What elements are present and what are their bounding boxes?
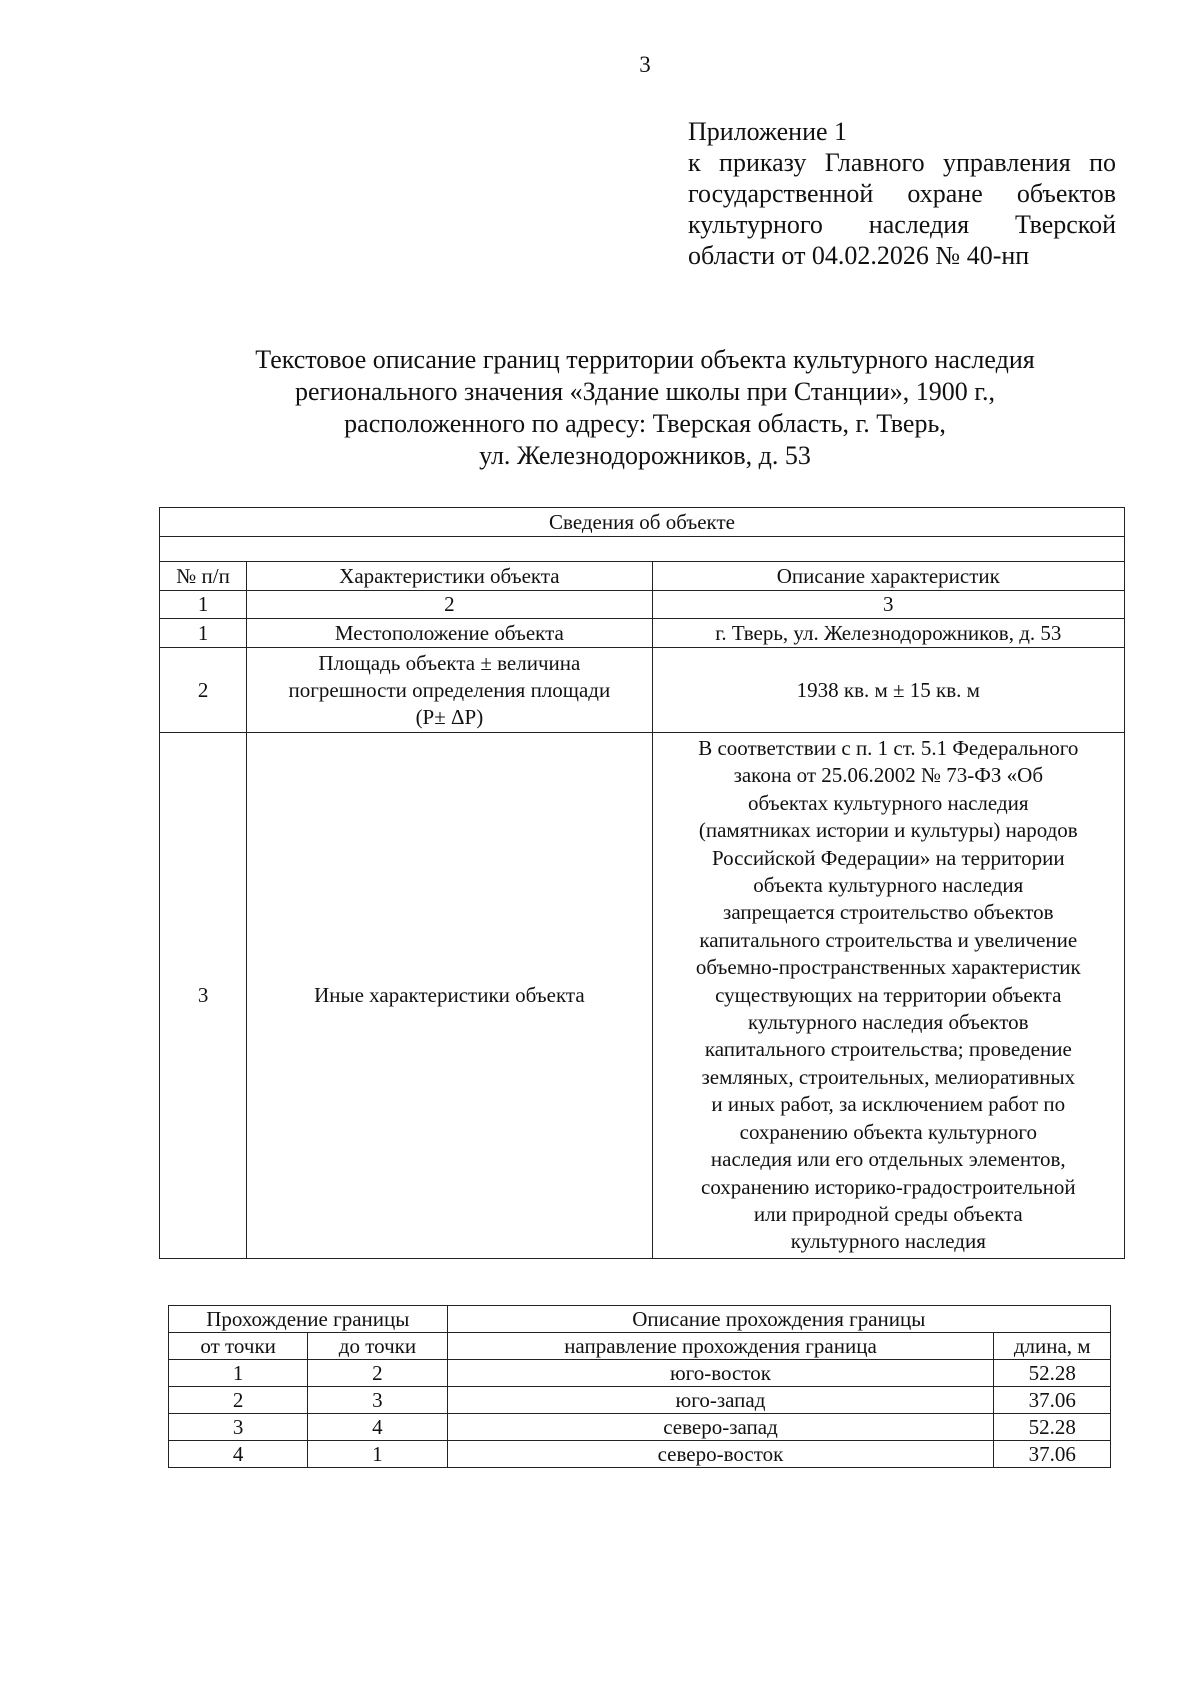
boundary-length: 37.06 — [994, 1441, 1111, 1468]
table-caption: Сведения об объекте — [160, 508, 1125, 537]
title-line: ул. Железнодорожников, д. 53 — [479, 441, 811, 470]
table-caption-row — [160, 508, 1125, 537]
row-description: г. Тверь, ул. Железнодорожников, д. 53 — [652, 619, 1124, 648]
description-line: и иных работ, за исключением работ по — [711, 1092, 1066, 1117]
boundary-sub-header: направление прохождения граница — [447, 1333, 994, 1360]
row-number: 1 — [160, 619, 247, 648]
table-row — [169, 1387, 1111, 1414]
page-number: 3 — [639, 52, 651, 77]
boundary-to: 4 — [308, 1414, 447, 1441]
boundary-sub-header-row — [169, 1333, 1111, 1360]
table-row — [169, 1360, 1111, 1387]
boundary-from: 3 — [169, 1414, 308, 1441]
characteristic-line: (Р± ΔР) — [415, 704, 484, 729]
description-line: культурного наследия — [790, 1229, 986, 1254]
boundary-to: 1 — [308, 1441, 447, 1468]
table-row — [160, 733, 1125, 1259]
boundary-direction: юго-восток — [447, 1360, 994, 1387]
boundary-sub-header: до точки — [308, 1333, 447, 1360]
document-title — [150, 344, 1140, 472]
boundary-direction: северо-запад — [447, 1414, 994, 1441]
object-info-table — [159, 507, 1125, 1259]
boundary-from: 1 — [169, 1360, 308, 1387]
description-line: сохранению историко-градостроительной — [701, 1174, 1076, 1199]
table-row — [160, 619, 1125, 648]
description-line: земляных, строительных, мелиоративных — [701, 1064, 1076, 1089]
header-description: Описание характеристик — [652, 562, 1124, 591]
boundary-to: 3 — [308, 1387, 447, 1414]
boundary-group-header-row — [169, 1306, 1111, 1333]
row-number: 3 — [160, 733, 247, 1259]
description-line: закона от 25.06.2002 № 73-ФЗ «Об — [733, 763, 1044, 788]
title-line: расположенного по адресу: Тверская область, г. Тверь, — [344, 409, 946, 438]
description-line: объекта культурного наследия — [753, 873, 1024, 898]
header-characteristic: Характеристики объекта — [247, 562, 652, 591]
row-description: 1938 кв. м ± 15 кв. м — [652, 648, 1124, 733]
boundary-to: 2 — [308, 1360, 447, 1387]
boundary-sub-header: от точки — [169, 1333, 308, 1360]
appendix-title: Приложение 1 — [688, 117, 848, 146]
boundary-direction: северо-восток — [447, 1441, 994, 1468]
boundary-group-header: Прохождение границы — [169, 1306, 448, 1333]
boundary-length: 52.28 — [994, 1414, 1111, 1441]
boundary-sub-header: длина, м — [994, 1333, 1111, 1360]
description-line: Российской Федерации» на территории — [712, 845, 1065, 870]
boundary-from: 2 — [169, 1387, 308, 1414]
appendix-block — [688, 116, 1116, 271]
description-line: капитального строительства; проведение — [704, 1037, 1072, 1062]
description-line: В соответствии с п. 1 ст. 5.1 Федерального — [698, 736, 1079, 760]
header-number: № п/п — [160, 562, 247, 591]
boundary-direction: юго-запад — [447, 1387, 994, 1414]
boundary-length: 37.06 — [994, 1387, 1111, 1414]
boundary-length: 52.28 — [994, 1360, 1111, 1387]
description-line: объемно-пространственных характеристик — [695, 955, 1081, 980]
table-row — [169, 1441, 1111, 1468]
row-characteristic — [247, 648, 652, 733]
column-number: 1 — [160, 591, 247, 619]
description-line: (памятниках истории и культуры) народов — [698, 818, 1078, 843]
table-column-numbers-row — [160, 591, 1125, 619]
description-line: культурного наследия объектов — [748, 1010, 1029, 1035]
description-line: сохранению объекта культурного — [739, 1119, 1037, 1144]
appendix-line: области от 04.02.2026 № 40-нп — [688, 241, 1030, 270]
boundary-group-header: Описание прохождения границы — [447, 1306, 1110, 1333]
boundary-table — [168, 1305, 1111, 1468]
description-line: существующих на территории объекта — [715, 982, 1062, 1007]
characteristic-line: Площадь объекта ± величина — [318, 650, 581, 675]
appendix-line: культурного наследия Тверской — [688, 210, 1116, 239]
table-row — [169, 1414, 1111, 1441]
description-line: или природной среды объекта — [753, 1201, 1023, 1226]
row-characteristic: Иные характеристики объекта — [247, 733, 652, 1259]
description-line: капитального строительства и увеличение — [699, 927, 1078, 952]
description-line: наследия или его отдельных элементов, — [710, 1147, 1066, 1172]
table-spacer-row — [160, 537, 1125, 562]
description-line: объектах культурного наследия — [748, 790, 1029, 815]
table-row — [160, 648, 1125, 733]
column-number: 3 — [652, 591, 1124, 619]
row-number: 2 — [160, 648, 247, 733]
title-line: Текстовое описание границ территории объекта культурного наследия — [255, 345, 1035, 374]
appendix-line: к приказу Главного управления по — [688, 148, 1116, 177]
boundary-from: 4 — [169, 1441, 308, 1468]
table-spacer — [160, 537, 1125, 562]
characteristic-line: погрешности определения площади — [288, 677, 611, 702]
title-line: регионального значения «Здание школы при Станции», 1900 г., — [294, 377, 996, 406]
appendix-line: государственной охране объектов — [688, 179, 1116, 208]
row-description — [652, 733, 1124, 1259]
table-header-row — [160, 562, 1125, 591]
row-characteristic: Местоположение объекта — [247, 619, 652, 648]
description-line: запрещается строительство объектов — [723, 900, 1054, 925]
column-number: 2 — [247, 591, 652, 619]
